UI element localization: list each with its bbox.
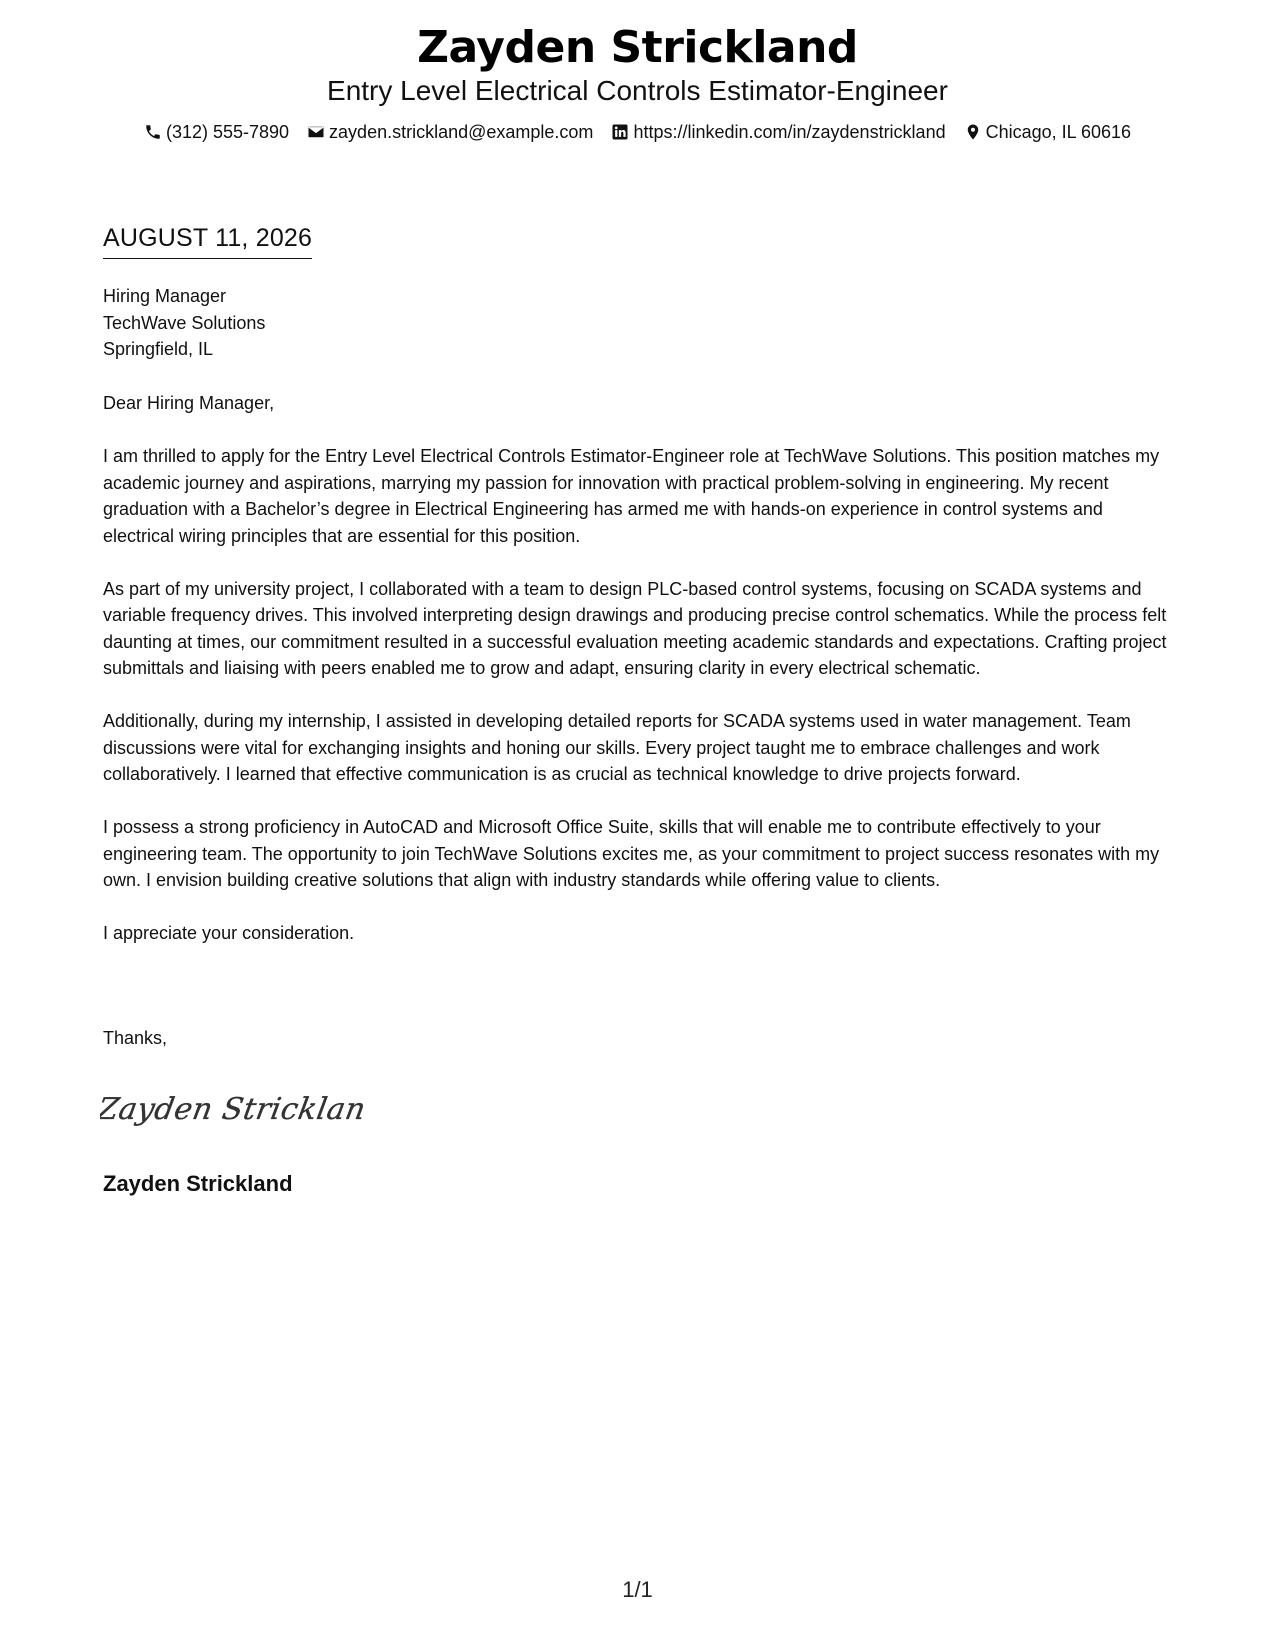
- linkedin-icon: [611, 123, 629, 141]
- body-paragraph: I possess a strong proficiency in AutoCAD and Microsoft Office Suite, skills that will enable me to contribute effectively to your engineering team. The opportunity to join TechWave Solutions excites me, as your commitment to project success resonates with my own. I envision building creative solutions that align with industry standards while offering value to clients.: [103, 817, 1160, 890]
- phone-icon: [144, 123, 162, 141]
- recipient-company: TechWave Solutions: [103, 312, 266, 333]
- recipient-block: [103, 283, 265, 363]
- contact-info: [0, 120, 1275, 144]
- letter-body: [103, 390, 1178, 973]
- body-paragraph: As part of my university project, I collaborated with a team to design PLC-based control systems, focusing on SCADA systems and variable frequency drives. This involved interpreting design drawings and producing precise control schematics. While the process felt daunting at times, our commitment resulted in a successful evaluation meeting academic standards and expectations. Crafting project submittals and liaising with peers enabled me to grow and adapt, ensuring clarity in every electrical schematic.: [103, 578, 1167, 678]
- contact-phone: [144, 120, 289, 144]
- phone-text: (312) 555-7890: [165, 122, 290, 142]
- applicant-title: Entry Level Electrical Controls Estimator-Engineer: [327, 75, 948, 106]
- linkedin-text[interactable]: https://linkedin.com/in/zaydenstrickland: [633, 122, 946, 142]
- location-text: Chicago, IL 60616: [985, 122, 1132, 142]
- recipient-location: Springfield, IL: [103, 339, 214, 359]
- page-indicator: 1/1: [622, 1577, 653, 1602]
- svg-text:Zayden Stricklan: Zayden Stricklan: [100, 1092, 369, 1127]
- recipient-name: Hiring Manager: [103, 286, 227, 306]
- contact-linkedin[interactable]: [611, 120, 945, 144]
- email-text[interactable]: zayden.strickland@example.com: [329, 122, 594, 142]
- map-pin-icon: [964, 123, 982, 141]
- signer-name: Zayden Strickland: [103, 1171, 293, 1196]
- letter-date: AUGUST 11, 2026: [103, 222, 312, 259]
- body-paragraph: Additionally, during my internship, I assisted in developing detailed reports for SCADA systems used in water management. Team discussions were vital for exchanging insights and honing our skills. Every project taught me to embrace challenges and work collaboratively. I learned that effective communication is as crucial as technical knowledge to drive projects forward.: [103, 711, 1131, 784]
- letter-header: [0, 20, 1275, 144]
- envelope-icon: [307, 123, 325, 141]
- contact-email[interactable]: [307, 120, 593, 144]
- salutation: Dear Hiring Manager,: [103, 393, 275, 413]
- contact-location: [964, 120, 1131, 144]
- body-paragraph: I am thrilled to apply for the Entry Level Electrical Controls Estimator-Engineer role at TechWave Solutions. This position matches my academic journey and aspirations, marrying my passion for innovation with practical problem-solving in engineering. My recent graduation with a Bachelor’s degree in Electrical Engineering has armed me with hands-on experience in control systems and electrical wiring principles that are essential for this position.: [103, 446, 1160, 546]
- applicant-name: Zayden Strickland: [417, 22, 858, 73]
- closing-line: Thanks,: [103, 1028, 168, 1048]
- body-paragraph: I appreciate your consideration.: [103, 923, 355, 943]
- handwritten-signature: [100, 1085, 370, 1135]
